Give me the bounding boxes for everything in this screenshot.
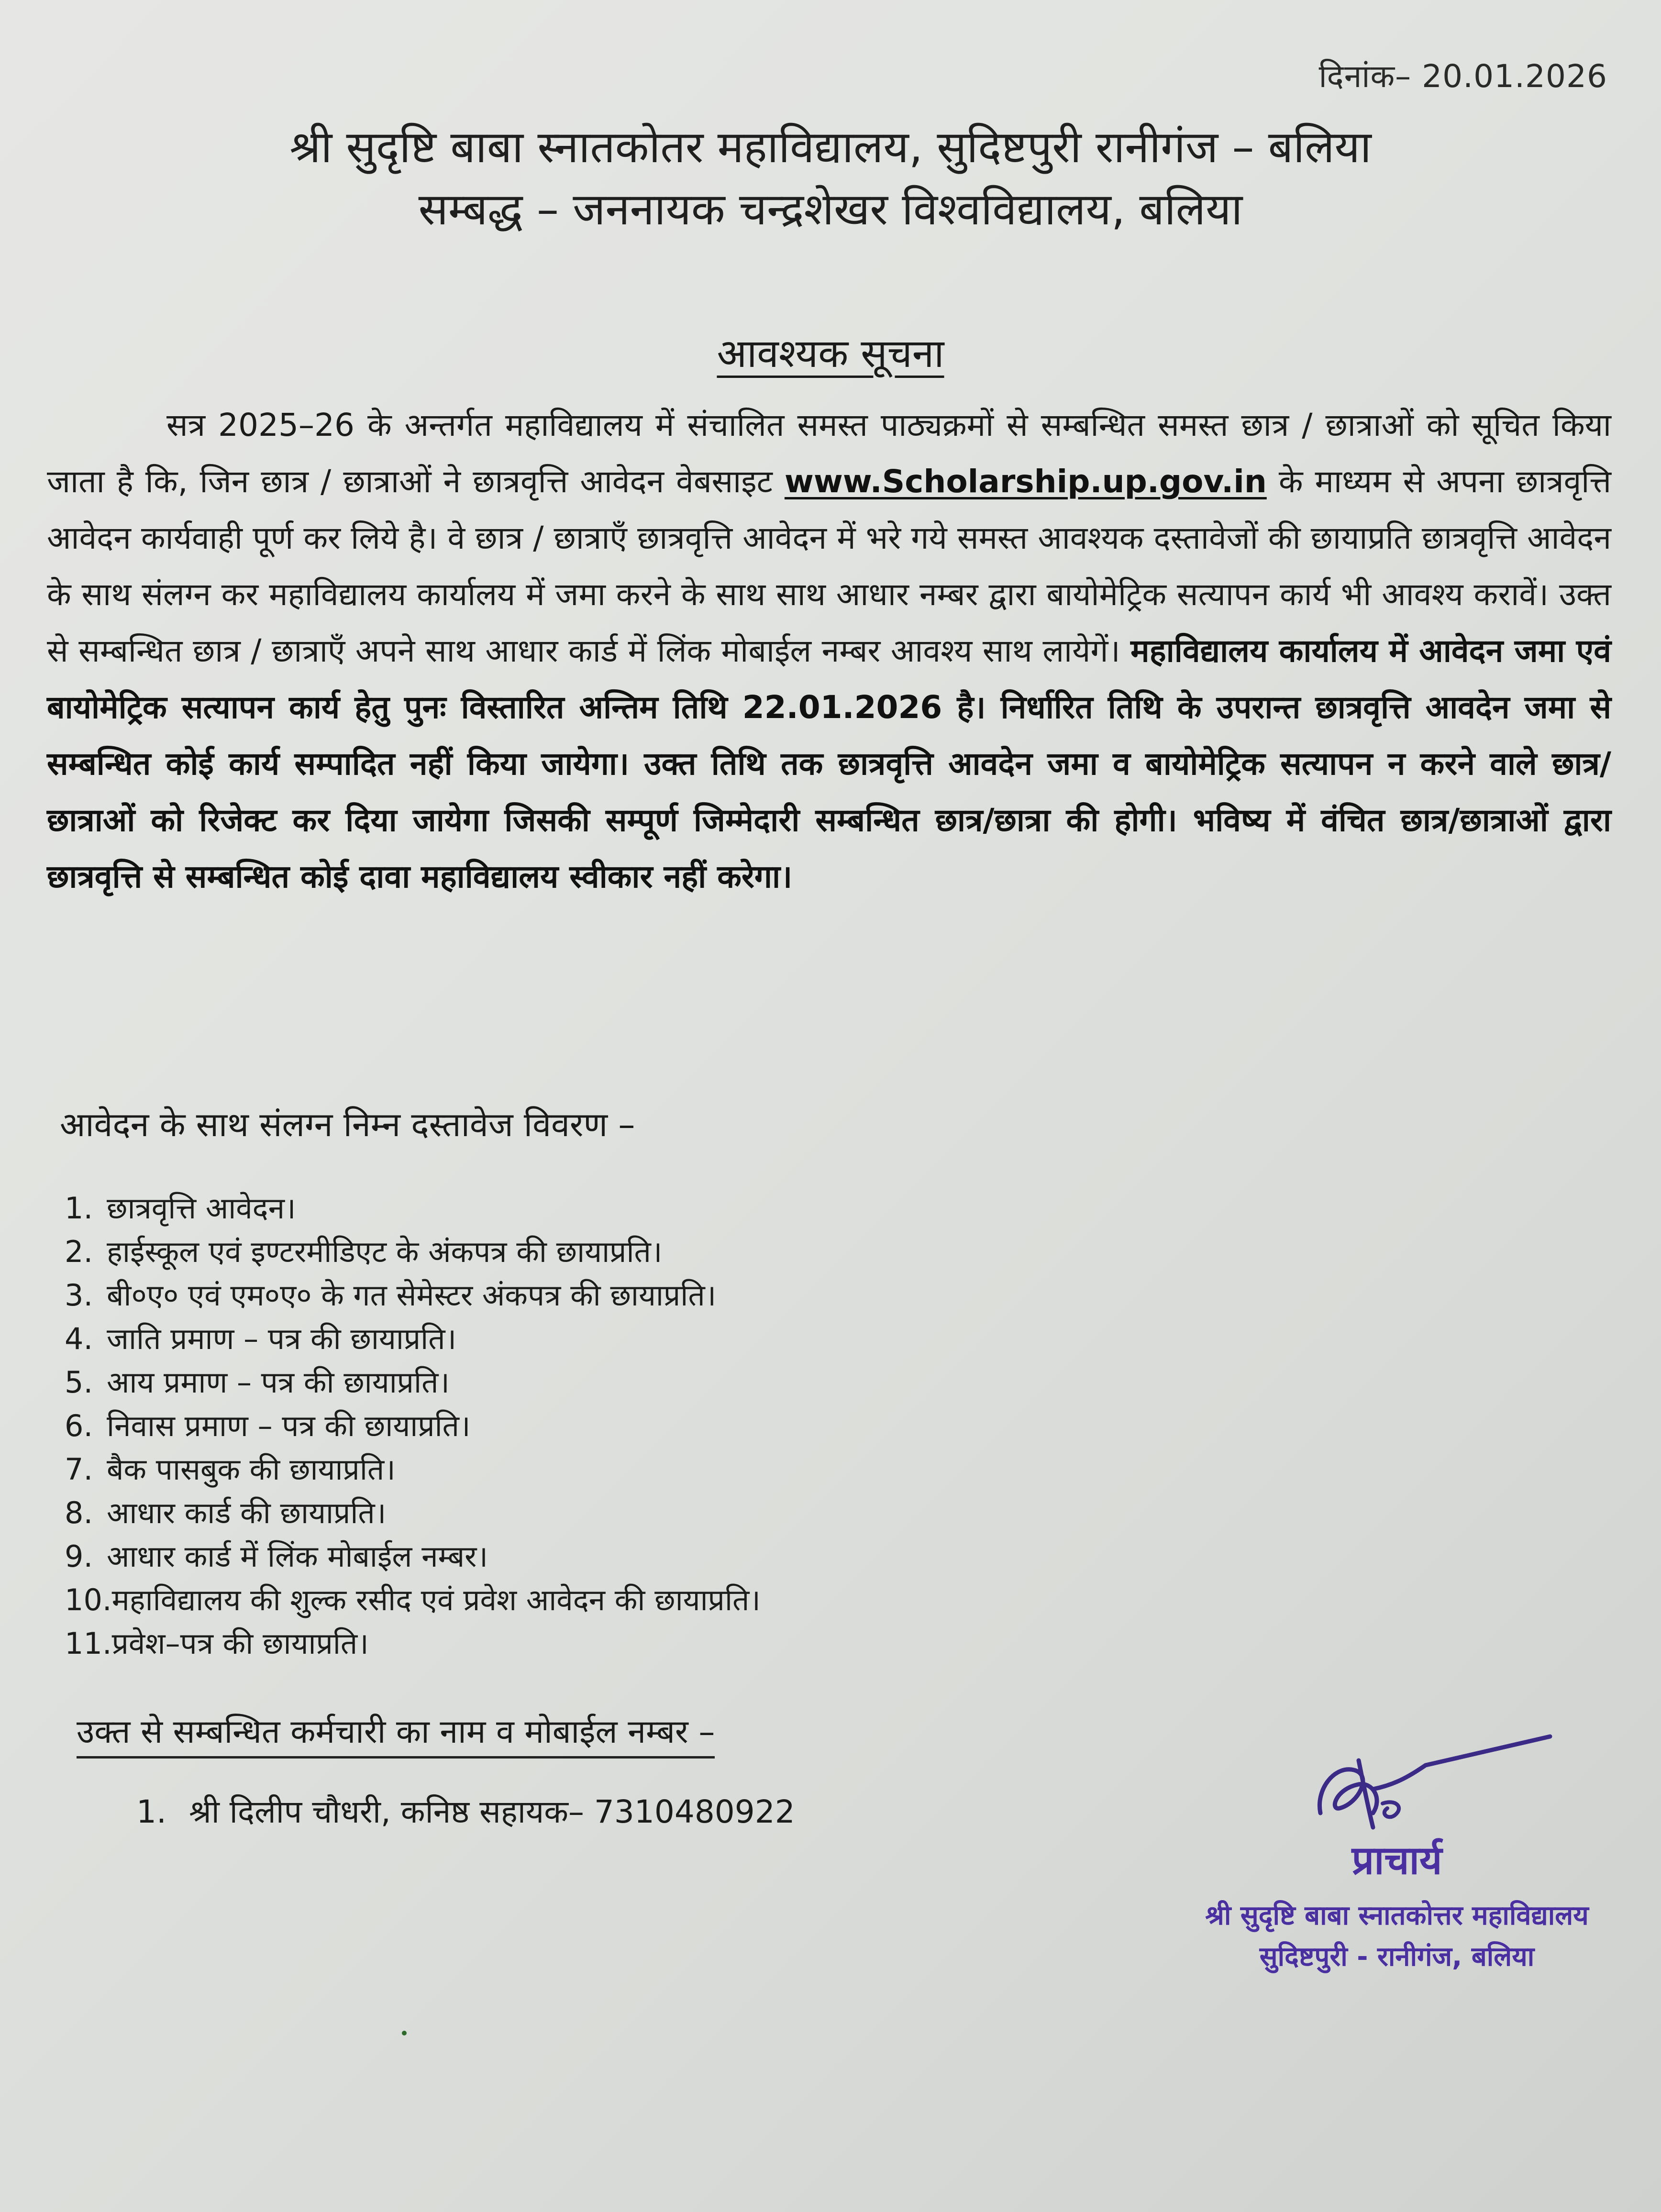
staff-heading: उक्त से सम्बन्धित कर्मचारी का नाम व मोबाईल नम्बर – [77,1708,715,1759]
seal-role: प्राचार्य [1351,1838,1442,1883]
ink-speck [402,2031,407,2035]
college-name: श्री सुदृष्टि बाबा स्नातकोतर महाविद्यालय, सुदिष्टपुरी रानीगंज – बलिया [289,122,1372,173]
list-item: 7. बैक पासबुक की छायाप्रति। [65,1452,396,1487]
seal-line-2: सुदिष्टपुरी - रानीगंज, बलिया [1259,1941,1535,1972]
affiliation: सम्बद्ध – जननायक चन्द्रशेखर विश्वविद्यालय, बलिया [418,184,1243,235]
notice-title: आवश्यक सूचना [717,331,944,376]
staff-number: 1. [136,1793,166,1830]
notice-date: दिनांक– 20.01.2026 [1318,58,1607,95]
list-item: 4. जाति प्रमाण – पत्र की छायाप्रति। [65,1321,457,1356]
body-deadline-bold: महाविद्यालय कार्यालय में आवेदन जमा एवं बायोमेट्रिक सत्यापन कार्य हेतु पुनः विस्तारित अन्तिम तिथि 22.01.2026 है। निर्धारित तिथि के उपरान्त छात्रवृत्ति आवदेन जमा से सम्बन्धित कोई कार्य सम्पादित नहीं किया जायेगा। उक्त तिथि तक छात्रवृत्ति आवदेन जमा व बायोमेट्रिक सत्यापन न करने वाले छात्र/छात्राओं को रिजेक्ट कर दिया जायेगा जिसकी सम्पूर्ण जिम्मेदारी सम्बन्धित छात्र/छात्रा की होगी। भविष्य में वंचित छात्र/छात्राओं द्वारा छात्रवृत्ति से सम्बन्धित कोई दावा महाविद्यालय स्वीकार नहीं करेगा। [47,632,1611,895]
documents-list [65,1186,761,1665]
scholarship-website-link[interactable]: www.Scholarship.up.gov.in [784,463,1267,500]
notice-body [47,397,1611,905]
list-item: 8. आधार कार्ड की छायाप्रति। [65,1495,387,1530]
principal-seal [1139,1832,1655,1978]
staff-contact [136,1789,795,1832]
signature-image [1301,1732,1560,1842]
seal-line-1: श्री सुदृष्टि बाबा स्नातकोत्तर महाविद्यालय [1205,1900,1589,1931]
list-item: 9. आधार कार्ड में लिंक मोबाईल नम्बर। [65,1539,488,1574]
list-item: 5. आय प्रमाण – पत्र की छायाप्रति। [65,1365,450,1400]
list-item: 10.महाविद्यालय की शुल्क रसीद एवं प्रवेश आवेदन की छायाप्रति। [65,1582,761,1617]
list-item: 3. बी०ए० एवं एम०ए० के गत सेमेस्टर अंकपत्र की छायाप्रति। [65,1278,717,1313]
list-item: 6. निवास प्रमाण – पत्र की छायाप्रति। [65,1408,471,1443]
documents-heading: आवेदन के साथ संलग्न निम्न दस्तावेज विवरण – [60,1105,635,1144]
body-part-2: के माध्यम से अपना छात्रवृत्ति आवेदन कार्यवाही पूर्ण कर लिये है। वे छात्र / छात्राएँ छात्रवृत्ति आवेदन में भरे गये समस्त आवश्यक दस्तावेजों की छायाप्रति छात्रवृत्ति आवेदन के साथ संलग्न कर महाविद्यालय कार्यालय में जमा करने के साथ साथ आधार नम्बर द्वारा बायोमेट्रिक सत्यापन कार्य भी आवश्य करावें। उक्त से सम्बन्धित छात्र / छात्राएँ अपने साथ आधार कार्ड में लिंक मोबाईल नम्बर आवश्य साथ लायेगें। [47,463,1612,669]
staff-entry: श्री दिलीप चौधरी, कनिष्ठ सहायक– 7310480922 [189,1793,795,1830]
list-item: 11.प्रवेश–पत्र की छायाप्रति। [65,1626,369,1661]
list-item: 2. हाईस्कूल एवं इण्टरमीडिएट के अंकपत्र की छायाप्रति। [65,1234,663,1269]
body-part-1: सत्र 2025–26 के अन्तर्गत महाविद्यालय में संचालित समस्त पाठ्यक्रमों से सम्बन्धित समस्त छात्र / छात्राओं को सूचित किया जाता है कि, जिन छात्र / छात्राओं ने छात्रवृत्ति आवेदन वेबसाइट [47,407,1611,500]
list-item: 1. छात्रवृत्ति आवेदन। [65,1191,296,1226]
